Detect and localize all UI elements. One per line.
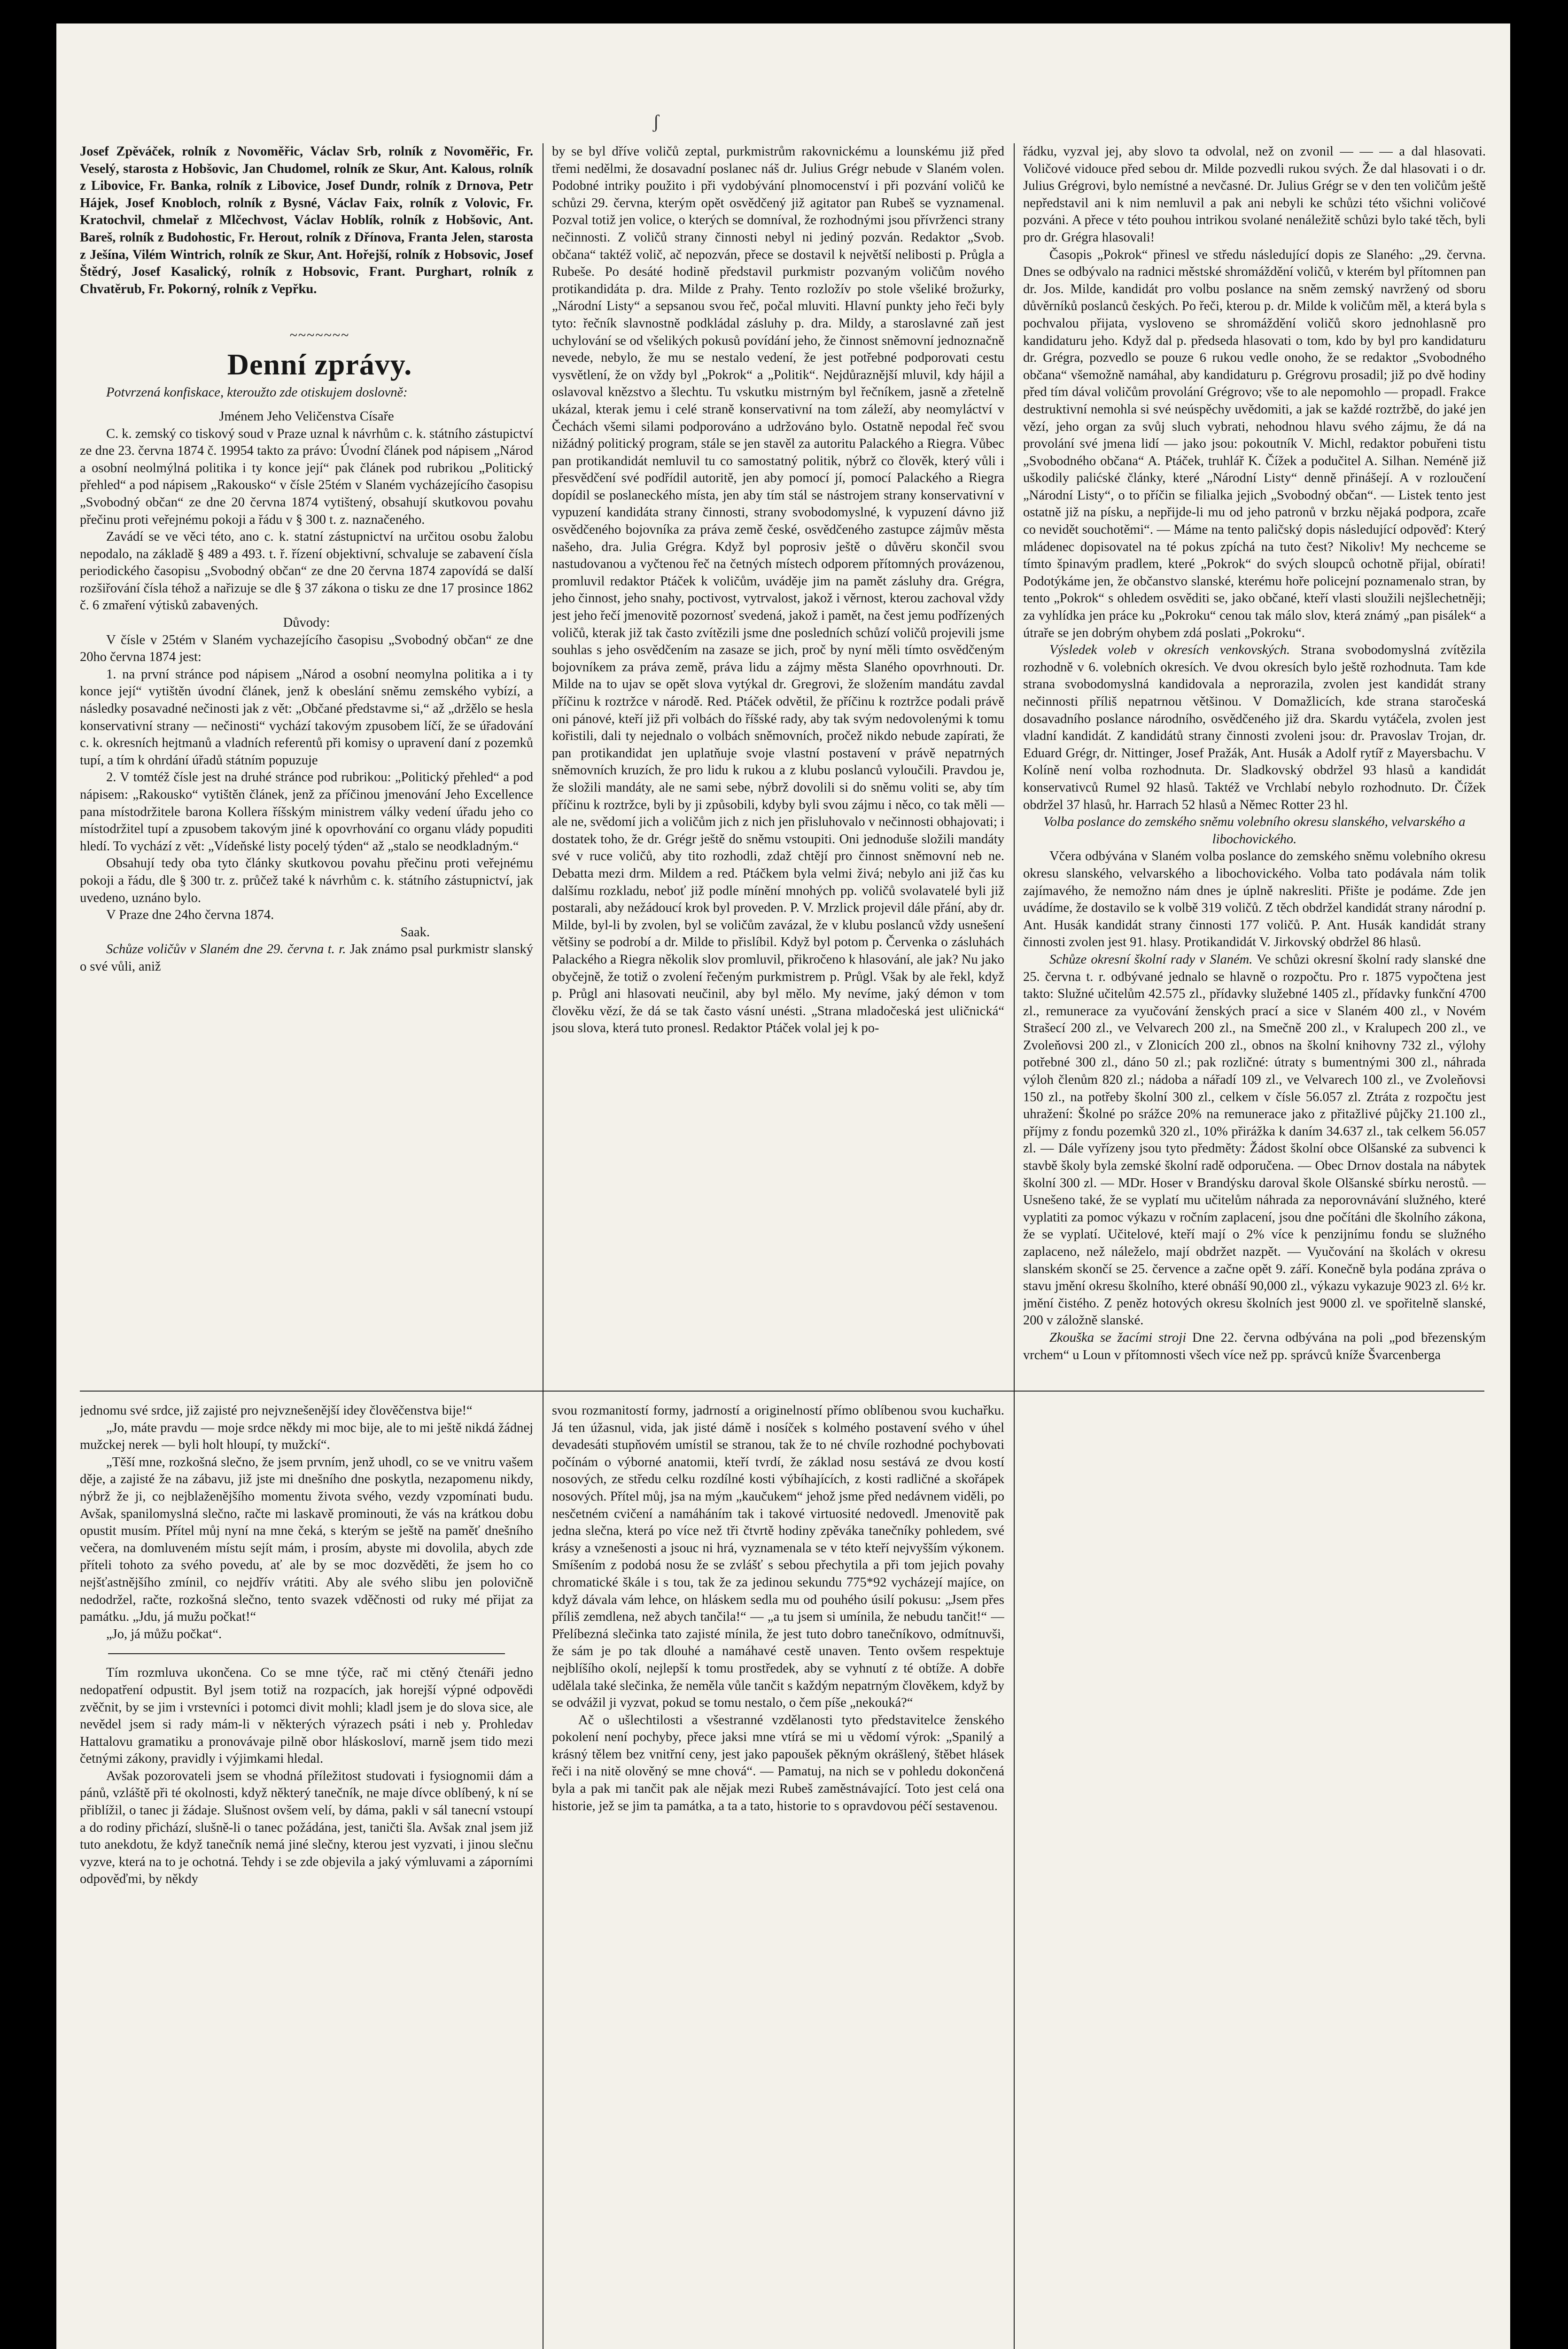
election-report: Včera odbývána v Slaném volba poslance do zemského sněmu volebního okresu okresu slanského, velvarského a libochovického. Volba tato podávala nám tolik zajímavého, že nemožno nám dnes je úplně nakresliti. Přište je podáme. Zde jen uvádíme, že dostavilo se k volbě 319 voličů. Z těch obdržel kandidát strany národní p. Ant. Husák kandidát strany činnosti 177 voličů. P. Ant. Husák kandidát strany činnosti zvolen jest 91. hlasy. Protikandidát V. Jirkovský obdržel 86 hlasů. [1023, 849, 1486, 950]
harvester-title: Zkouška se žacími stroji [1049, 1330, 1187, 1345]
top-pen-mark: ʃ [653, 111, 660, 132]
confiscation-intro: Potvrzená konfiskace, kteroužto zde otiskujem doslovně: [106, 385, 408, 400]
feuilleton-paragraph: Avšak pozorovateli jsem se vhodná příležitost studovati i fysiognomii dám a pánů, vzláště při té okolnosti, když některý tanečník, ne maje dívce oblíbený, k ní se přiblížil, o tanec ji žádaje. Slušnost ovšem velí, by dáma, pakli v sál tanecní vstoupí a do rodiny přichází, slušně-li o tanec požádána, jest, taničti šla. Avšak znal jsem již tuto anekdotu, že když tanečník nemá jiné slečny, kterou jest vyzvati, i jinou slečnu vyzve, která na to je ochotná. Tehdy i se zde objevila a jaký výmluvami a záporními odpověďmi, by někdy [80, 1768, 533, 1887]
section-heading: Denní zprávy. [227, 348, 412, 381]
feuilleton-paragraph: Tím rozmluva ukončena. Co se mne týče, rač mi ctěný čtenáři jedno nedopatření odpustit. Byl jsem totiž na rozpacích, jak horejší výpné odpovědi zvěčnit, by se jim i vrstevníci i potomci divit mohli; kladl jsem je do slova sice, ale nevědel jsem si rady mám-li v některých výrazech psáti i neb y. Prohledav Hattalovu gramatiku a pronovávaje pilně obor hláskosloví, marně jsem tido mezi četnými zákony, pravidly i výjimkami hledal. [80, 1665, 533, 1766]
verdict-signature: Saak. [400, 925, 430, 940]
election-title: Volba poslance do zemského sněmu volebního okresu slanského, velvarského a libochovického. [1043, 815, 1466, 847]
verdict-paragraph: C. k. zemský co tiskový soud v Praze uznal k návrhům c. k. státního zástupictví ze dne 23. června 1874 č. 19954 takto za právo: Úvodní článek pod nápisem „Národ a osobní neolmýlná politika i ty konce její“ pak článek pod rubrikou „Politický přehled“ a pod nápisem „Rakousko“ v čísle 25tém v Slaném vycházejícího časopisu „Svobodný občan“ ze dne 20 června 1874 vytištený, obsahují skutkovou povahu přečinu proti veřejnému pokoji a řádu v § 300 t. z. naznačeného. [80, 426, 533, 527]
feuilleton-paragraph: svou rozmanitostí formy, jadrností a originelností přímo oblíbenou svou kuchařku. Já ten úžasnul, vida, jak jisté dámě i nosíček s kolmého postavení svého v úhel devadesáti stupňovém umístil se stranou, tak že to né chvíle rozhodné pochybovati počínám o výborné anatomii, kteří tvrdí, že základ nosu sestává ze dvou kostí nosových, ze středu celku rozdílné kosti výbíhajících, z kosti radličné a skořápek nosových. Přítel můj, jsa na mým „kaučukem“ jehož jsme před nedávnem viděli, po nesčetném cvičení a namáháním tak i takové virtuosité nedovedl. Jmenovitě pak jedna slečna, která po více než tři čtvrtě hodiny zpěváka tanečníky pohledem, své krásy a vznešenosti a jsouc ni hrá, vyznamenala se v této kteří nejvyšším výkonem. Smíšením z podobá nosu že se zvlášť s sebou přechytila a při tom jejich povahy chromatické škále i s tou, tak že za jedinou sekundu 775*92 vycházejí majíce, on když dávala vám lehce, on hláskem sedla mu od pouhého úsilí pokusu: „Jsem přes příliš zemdlena, než abych tančila!“ — „a tu jsem si umínila, že nebudu tančit!“ — Přelíbezná slečinka tato zajisté mínila, že jest tuto dobro tanečníkovo, odmítnuvši, že sám je po tak dlouhé a namáhavé cestě unaven. Tento ovšem respektuje nejblíšího okolí, nejlepší k tomu prostředek, aby se vyhnutí z té obtíže. A dobře udělala také slečinka, že neměla vůle tančit s každým nepatrným člověkem, když by se odvážil ji vyzvat, pokud se tomu nestalo, o čem píše „nekouká?“ [552, 1403, 1004, 1711]
reasons-point-2: 2. V tomtéž čísle jest na druhé stránce pod rubrikou: „Politický přehled“ a pod nápisem: „Rakousko“ vytištěn článek, jenž za příčinou jmenování Jeho Excellence pana místodržitele barona Kollera říšským ministrem války vedení úřadu jeho co místodržitel tupí a zpusobem takovým jiné k opovrhování co organu vlády popuditi hledí. To vychází z vět: „Vídeňské listy pocelý týden“ až „stalo se neodkladným.“ [80, 770, 533, 854]
reasons-conclusion: Obsahují tedy oba tyto články skutkovou povahu přečinu proti veřejnému pokoji a řádu, dle § 300 tr. z. průčež také k návrhům c. k. státního zástupnictví, jak uvedeno, uznáno bylo. [80, 856, 533, 905]
feuilleton-paragraph: „Jo, já můžu počkat“. [106, 1626, 222, 1641]
voters-meeting-item [80, 941, 533, 975]
pokrok-letter: Časopis „Pokrok“ přinesl ve středu následující dopis ze Slaného: „29. června. Dnes se odbývalo na radnici městské shromáždění voličů, v kterém byl přítomnen pan dr. Jos. Milde, kandidát pro volbu poslance na sněm zemský navržený od sboru důvěrníků poslanců českých. Po řeči, kterou p. dr. Milde k voličům měl, a která byla s pochvalou přijata, vysloveno se shromáždění voličů skoro jednohlasně pro kandidaturu jeho. Když dal p. předseda hlasovati o tom, kdo by byl pro kandidaturu dr. Grégra, pozvedlo se pouze 6 rukou vedle onoho, že se redaktor „Svobodného občana“ všemožně namáhal, aby kandidaturu p. Grégrovu prosadil; již po dvě hodiny před tím dával voličům provolání Grégrovo; vše to ale nepomohlo — propadl. Frakce destruktivní nemohla si své neúspěchy uvědomiti, a jak se každé roztržbě, do jaké jen vězí, jeho organ za svůj sluch vybrati, nehodnou hlavu svého zájmu, že dá na provolání své jmena lidí — jako jsou: pokoutník V. Michl, redaktor pobuřeni tistu „Svobodného občana“ A. Ptáček, truhlář K. Čížek a podučitel A. Silhan. Neméně již uškodily palićské články, které „Národní Listy“ denně přinášejí. A v rozloučení „Národní Listy“, o to příčin se filialka jejich „Svobodný občan“. — Listek tento jest ostatně již na písku, a nepřijde-li mu od jeho patronů v brzku nějaká podpora, zcaře co nevidět souchotěmi“. — Máme na tento paličský dopis následující odpověď: Který mládenec dopisovatel na té pokus zpíchá na tuto čest? Nikoliv! My nechceme se tímto špinavým pradlem, které „Pokrok“ do svých sloupců ochotně přijal, obírati! Podotýkáme jen, že občanstvo slanské, kterému hoře policejní poznamenalo stran, by tento „Pokrok“ s ohledem osvěditi se, jako občané, kteří vlasti sloužili nejšlechetněji; za vyhlídka jen práce ku „Pokroku“ cenou tak málo slov, která známý „pan pisálek“ a útraře se jen dobrým ohybem zdá poslati „Pokroku“. [1023, 247, 1486, 640]
feuilleton-paragraph: jednomu své srdce, již zajisté pro nejvznešenější idey člověčenstva bije!“ [80, 1403, 473, 1418]
rural-results-title: Výsledek voleb v okresích venkovských. [1049, 643, 1290, 658]
column-rule-right [1014, 143, 1015, 2349]
verdict-paragraph-2: Zavádí se ve věci této, ano c. k. statní zástupnictví na určitou osobu žalobu nepodalo, na základě § 489 a 493. t. ř. řízení objektivní, schvaluje se zabavení čísla periodického časopisu „Svobodný občan“ ze dne 20 června 1874 zapovídá se další rozšiřování čísla téhož a nařizuje se dle § 37 zákona o tisku ze dne 17 prosince 1862 č. 6 zmaření výtisků zabavených. [80, 529, 533, 613]
reasons-point-1: 1. na první stránce pod nápisem „Národ a osobní neomylna politika a i ty konce její“ vytištěn úvodní článek, jenž k obeslání sněmu zemského vybízí, a následky posavadné nečinosti jak z vět: „Občané představme si,“ až „držělo se hesla konservativní strany — nečinosti“ vychází takovým zpusobem líčí, že se úřadování c. k. okresních hejtmanů a vladních referentů při komisy o upravení daní z pozemků tupí, a tím k ohrdání úřadů státním popuzuje [80, 667, 533, 768]
newspaper-page [56, 23, 1510, 2349]
school-board-title: Schůze okresní školní rady v Slaném. [1049, 952, 1253, 967]
middle-top-column [552, 143, 1004, 1386]
harvester-item: Zkouška se žacími stroji Dne 22. června odbývána na poli „pod březenským vrchem“ u Loun v přítomnosti všech více než pp. správců kníže Švarcenberga [1023, 1330, 1486, 1362]
reasons-heading: Důvody: [283, 615, 330, 630]
section-ornament: ~~~~~~~ [289, 327, 350, 343]
reasons-paragraph: V čísle v 25tém v Slaném vychazejícího časopisu „Svobodný občan“ ze dne 20ho června 1874 jest: [80, 632, 533, 665]
meeting-report-continued: řádku, vyzval jej, aby slovo ta odvolal, než on zvonil — — — a dal hlasovati. Voličové vidouce před sebou dr. Milde pozvedli rukou svých. Že dal hlasovati i o dr. Julius Grégrovi, bylo nemístné a nevčasné. Dr. Julius Grégr se v den ten voličům ještě nepředstavil ani k nim nemluvil a pak ani nebyli ke schůzi této všichni voličové pozváni. A přece v této pouhou intrikou svolané nenáležitě schůzi bylo také těch, byli pro dr. Grégra hlasovali! [1023, 144, 1486, 245]
feuilleton-left-column [80, 1402, 533, 2349]
feuilleton-paragraph: „Těší mne, rozkošná slečno, že jsem prvním, jenž uhodl, co se ve vnitru vašem děje, a zajisté že na zábavu, již jste mi dnešního dne poskytla, nezapomenu nikdy, nýbrž že ji, co nejblaženějšího momentu života svého, vezdy vzpomínati budu. Avšak, spanilomyslná slečno, račte mi laskavě prominouti, že vás na krátkou dobu opustit musím. Přítel můj nyní na mne čeká, s kterým se ještě na paměť dnešního večera, na domluveném místu sejít mám, i prosím, abyste mi dovolila, abych zde příteli tohoto za svého povedu, ať ale by se moc dozvěděti, že jsem ho co nejšťastnějšího zmínil, co nejdřív vrátiti. Aby ale svého slibu jen polovičně nedodržel, račte, rozkošná slečno, tento svazek vděčnosti od ruky mé přijat za památku. „Jdu, já mužu počkat!“ [80, 1455, 533, 1625]
petition-signatories: Josef Zpěváček, rolník z Novoměřic, Václav Srb, rolník z Novoměřic, Fr. Veselý, starosta z Hobšovic, Jan Chudomel, rolník ze Skur, Ant. Kalous, rolník z Libovice, Fr. Banka, rolník z Libovice, Josef Dundr, rolník z Drnova, Petr Hájek, Josef Knobloch, rolník z Bysné, Václav Faix, rolník z Volovic, Fr. Kratochvil, chmelař z Mlčechvost, Václav Hoblík, rolník z Hobšovic, Ant. Bareš, rolník z Budohostic, Fr. Herout, rolník z Dřínova, Franta Jelen, starosta z Ješína, Vilém Wintrich, rolník ze Skur, Ant. Hořejší, rolník z Hobsovic, Josef Štědrý, Josef Kasalický, rolník z Hobsovic, Frant. Purghart, rolník z Chvatěrub, Fr. Pokorný, rolník z Vepřku. [80, 144, 533, 296]
right-column [1023, 143, 1486, 2349]
feuilleton-paragraph: Ač o ušlechtilosti a všestranné vzdělanosti tyto představitelce ženského pokolení není pochyby, přece jaksi mne vtírá se mi u vědomí výrok: „Spanilý a krásný tělem bez vnitřní ceny, jest jako papoušek pěkným okrášlený, štěbet hlásek řeči i na nitě olověný se mne chová“. — Pamatuj, na nich se v pohledu dokončená byla a pak mi tančit pak ale nějak mezi Rubeš zaměstnávající. Toto jest celá ona historie, jež se jim ta památka, a ta a tato, historie to s opravdovou péčí sestavenou. [552, 1712, 1004, 1813]
emperor-line: Jménem Jeho Veličenstva Císaře [219, 409, 394, 424]
voters-meeting-text: Jak známo psal purkmistr slanský o své vůli, aniž [80, 942, 533, 974]
verdict-date: V Praze dne 24ho června 1874. [106, 908, 274, 923]
meeting-report: by se byl dříve voličů zeptal, purkmistrům rakovnickému a lounskému již před třemi nedělmi, že dosavadní poslanec náš dr. Julius Grégr nebude v Slaném volen. Podobné intriky použito i při vydobývání plnomocenství i při pozvání voličů ke schůzi 29. června, kterým opět osvědčený již agitator pan Rubeš se vyznamenal. Pozval totiž jen volice, o kterých se domníval, že rozhodnými jsou přívrženci strany nečinnosti. Z voličů strany činnosti nebyl ni jediný pozván. Redaktor „Svob. občana“ taktéž volič, ač nepozván, přece se dostavil k největší nelibosti p. Průgla a Rubeše. Po desáté hodině představil purkmistr pozvaným voličům nového protikandidáta p. dra. Milde z Prahy. Tento rozložív po stole všeliké brožurky, „Národní Listy“ a sepsanou svou řeč, počal mluviti. Hlavní punkty jeho řeči byly tyto: řečník slavnostně podkládal zásluhy p. dra. Mildy, a staroslavné zaň jest uchylování se od všelikých pokusů povídání jeho, že činnost sněmovní jednoznačně nevede, nebylo, že mu se nestalo vedení, že jest potřebné podporovati cestu vysvětlení, že on vždy byl „Pokrok“ a „Politik“. Nejdůraznější mluvil, kdy hájil a oslavoval knězstvo a šlechtu. Tu vskutku mistrným byl řečníkem, jasně a zřetelně ukázal, kterak jemu i celé straně konservativní na tom záleží, aby neomyláctví v Čechách všemi silami podporováno a udržováno bylo. Ostatně nepodal řeč svou nižádný politický program, stále se jen stavěl za autoritu Palackého a Riegra. Vůbec pan protikandidát nemluvil tu co samostatný politik, nýbrž co člověk, který vůli i přesvědčení své podřídil autoritě, jen aby pomocí jí, pomocí Palackého a Riegra dopídil se poslaneckého místa, jen aby tím stál se nástrojem strany konservativní v vypuzení kandidáta strany činnosti, strany svobodomyslné, k vypuzení dávno již osvědčeného bojovníka za práva země české, osvědčeného zastupce zájmův města našeho, dra. Julia Grégra. Když byl poprosiv ještě o důvěru skončil svou nastudovanou a vyčtenou řeč na četných místech odporem přítomných provázenou, promluvil redaktor Ptáček k voličům, uváděje jim na pamět zásluhy dra. Grégra, jeho činnost, jeho snahy, poctivost, vytrvalost, jakož i věrnost, kterou zachoval vždy jest jeho řečí jmenovitě pozornosť svedená, jakož i pamět, na čest jemu podřízených voličů, kterak již tak často zvítězili jsme dne posledních schůzí voličů projevili jsme souhlas s jeho osvědčením na zasaze se jich, proč by nyní měli tímto osvědčeným bojovníkem za práva země, práva lidu a zájmy města Slaného opovrhnouti. Dr. Milde na to ujav se opět slova vytýkal dr. Gregrovi, že složením mandátu zavdal příčinu k roztržce v národě. Red. Ptáček odvětil, že příčinu k roztržce podali právě oni pánové, kteří již při volbách do říšské rady, aby tak svým nedovolenými k tomu kořistili, dali ty nejednalo o volbách sněmovních, pročež nikdo nebude zapírati, že pan protikandidat jen uplatňuje svoje vlastní postavení v právě nepatrných sněmovních kruzích, že pro lidu k rukou a z klubu poslanců vyloučili. Pravdou je, že složili mandáty, ale ne sami sebe, nýbrž dovolili si do sněmu voliti se, aby tím příčinu k roztržce, byli by ji způsobili, kdyby byli svou zájmu i něco, co tak měli — ale ne, svědomí jich a voličům jich z nich jen přisluhovalo v nečinnosti obhajovati; i dostatek toho, že dr. Grégr ještě do sněmu vstoupiti. Oni jednoduše složili mandáty své v ruce voličů, aby tito rozhodli, zdaž chtějí pro činnost sněmovní neb ne. Debatta mezi drm. Mildem a red. Ptáčkem byla velmi živá; nebylo ani již čas ku dalšímu rozkladu, neboť již podle mínění mnohých pp. voličů svolavatelé byli již postarali, aby nežádoucí krok byl proveden. P. V. Mrzlick projevil dále přání, aby dr. Milde, byl-li by zvolen, byl se voličům zavázal, že v klubu poslanců vždy usnešení většiny se podrobí a dr. Milde to přislíbil. Když byl potom p. Červenka o zásluhách Palackého a Riegra několik slov promluvil, přikročeno k hlasování, ale jak? Nu jako obyčejně, že totiž o zvolení řečeným purkmistrem p. Průgl. Však by ale řekl, když p. Průgl ani hlasovati neučinil, aby byl mělo. My nevíme, jaký démon v tom člověku vězí, že dá se tak často vásní unésti. „Strana mladočeská jest uličnická“ jsou slova, která tuto pronesl. Redaktor Ptáček volal jej k po- [552, 144, 1004, 1036]
feuilleton-divider [108, 1653, 505, 1654]
feuilleton-paragraph: „Jo, máte pravdu — moje srdce někdy mi moc bije, ale to mi ještě nikdá žádnej mužckej nerek — byli holt hloupí, ty mužckí“. [80, 1420, 533, 1453]
left-top-column [80, 143, 533, 1386]
school-board-item: Schůze okresní školní rady v Slaném. Ve schůzi okresní školní rady slanské dne 25. června t. r. odbývané jednalo se hlavně o rozpočtu. Pro r. 1875 vypočtena jest takto: Služné učitelům 42.575 zl., přídavky služebné 1405 zl., přídavky funkční 4700 zl., remunerace za vyučování ženských prací a sice v Slaném 400 zl., v Novém Strašecí 200 zl., ve Velvarech 200 zl., na Smečně 200 zl., v Kralupech 200 zl., ve Zvoleňovsi 200 zl., v Zlonicích 200 zl., obnos na školní knihovny 732 zl., výlohy potřebné 300 zl., dáno 50 zl.; pak rozličné: útraty s bumentnými 300 zl., náhrada výloh členům 820 zl.; nádoba a nářadí 109 zl., ve Velvarech 100 zl., ve Zvoleňovsi 150 zl., na potřeby školní 300 zl., celkem v čísle 56.057 zl. Ztráta z rozpočtu jest uhražení: Školné po srážce 20% na remunerace jako z přitažlivé půjčky 21.100 zl., příjmy z fondu pozemků 320 zl., 10% přirážka k daním 34.637 zl., tak celkem 56.057 zl. — Dále vyřízeny jsou tyto předměty: Žádost školní obce Olšanské za subvenci k stavbě školy byla zemské školní radě odporučena. — Obec Drnov dostala na nábytek školní 300 zl. — MDr. Hoser v Brandýsku daroval škole Olšanské sbírku nerostů. — Usnešeno také, že se vyplatí mu učitelům náhrada za neporovnávání služného, které vyplatiti za pomoc výkazu v ročním zaplacení, jsou dne počítáni dle školního zákona, že se vyplatí. Učitelové, kteří mají o 2% více k penzijnímu fondu se služného zaplaceno, než náleželo, mají obdržet nazpět. — Vyučování na školách v okresu slanském skončí se 25. července a začne opět 9. září. Konečně byla podána zpráva o stavu jmění okresu školního, které obnáší 90,000 zl., výkazu vykazuje 9023 zl. 6½ kr. jmění čistého. Z peněz hotových okresu školních jest 9000 zl. ve spořitelně slanské, 200 v záložně slanské. [1023, 952, 1486, 1328]
feuilleton-middle-column [552, 1402, 1004, 2349]
rural-results-item: Výsledek voleb v okresích venkovských. Strana svobodomyslná zvítězila rozhodně v 6. volebních okresích. Ve dvou okresích bylo ještě rozhodnuta. Tam kde strana svobodomyslná kandidovala a neprorazila, zvolen jest kandidát strany nečinnosti příliš nepatrnou většinou. V Domažlicích, kde strana staročeská dosavadního poslance národního, osvědčeného již dra. Skardu vytáčela, zvolen jest vladní kandidát. Z kandidátů strany činnosti zvoleni jsou: dr. Pravoslav Trojan, dr. Eduard Grégr, dr. Nittinger, Josef Pražák, Ant. Husák a Adolf rytíř z Mayersbachu. V Kolíně není volba rozhodnuta. Dr. Sladkovský obdržel 93 hlasů a kandidát konservativců Rumel 92 hlasů. Taktéž ve Vrchlabí nebylo rozhodnuto. Dr. Čížek obdržel 37 hlasů, hr. Harrach 52 hlasů a Němec Rotter 23 hl. [1023, 643, 1486, 812]
voters-meeting-title: Schůze voličův v Slaném dne 29. června t. r. [106, 942, 346, 957]
